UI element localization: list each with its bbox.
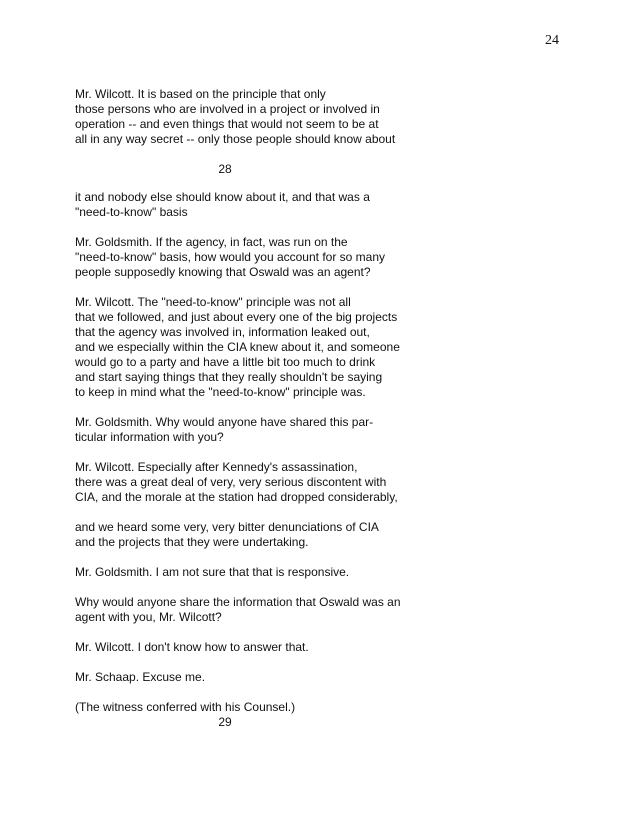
- text-line: and start saying things that they really shouldn't be saying: [75, 370, 383, 384]
- text-line: ticular information with you?: [75, 430, 224, 444]
- text-line: that the agency was involved in, information leaked out,: [75, 325, 370, 339]
- paragraph: [75, 87, 425, 147]
- text-line: Mr. Wilcott. It is based on the principle that only: [75, 87, 326, 101]
- paragraph: [75, 460, 425, 505]
- text-line: operation -- and even things that would not seem to be at: [75, 117, 379, 131]
- paragraph: [75, 295, 425, 400]
- text-line: Why would anyone share the information that Oswald was an: [75, 595, 401, 609]
- text-line: Mr. Wilcott. Especially after Kennedy's assassination,: [75, 460, 358, 474]
- text-line: Mr. Goldsmith. If the agency, in fact, was run on the: [75, 235, 348, 249]
- text-line: and the projects that they were undertaking.: [75, 535, 309, 549]
- text-line: Mr. Goldsmith. Why would anyone have shared this par-: [75, 415, 374, 429]
- text-line: people supposedly knowing that Oswald was an agent?: [75, 265, 371, 279]
- text-line: there was a great deal of very, very serious discontent with: [75, 475, 387, 489]
- paragraph: [75, 235, 425, 280]
- text-line: Mr. Wilcott. I don't know how to answer that.: [75, 640, 309, 654]
- text-line: that we followed, and just about every one of the big projects: [75, 310, 398, 324]
- text-line: those persons who are involved in a project or involved in: [75, 102, 380, 116]
- paragraph: [75, 565, 425, 580]
- text-line: it and nobody else should know about it, and that was a: [75, 190, 370, 204]
- text-line: would go to a party and have a little bit too much to drink: [75, 355, 376, 369]
- text-line: to keep in mind what the "need-to-know" principle was.: [75, 385, 366, 399]
- paragraph: [75, 520, 425, 550]
- text-line: and we especially within the CIA knew about it, and someone: [75, 340, 400, 354]
- paragraph: [75, 640, 425, 655]
- paragraph: [75, 700, 425, 715]
- text-line: and we heard some very, very bitter denunciations of CIA: [75, 520, 379, 534]
- text-line: "need-to-know" basis, how would you account for so many: [75, 250, 386, 264]
- inner-page-number: 28: [218, 162, 232, 176]
- page-number: 24: [545, 33, 559, 48]
- text-line: Mr. Wilcott. The "need-to-know" principle was not all: [75, 295, 351, 309]
- text-line: agent with you, Mr. Wilcott?: [75, 610, 222, 624]
- paragraph: [75, 670, 425, 685]
- text-line: all in any way secret -- only those people should know about: [75, 132, 396, 146]
- transcript-body: [75, 87, 425, 730]
- paragraph: [75, 595, 425, 625]
- paragraph: [75, 190, 425, 220]
- text-line: Mr. Schaap. Excuse me.: [75, 670, 206, 684]
- text-line: Mr. Goldsmith. I am not sure that that is responsive.: [75, 565, 350, 579]
- inner-page-number: 29: [218, 715, 232, 729]
- text-line: (The witness conferred with his Counsel.): [75, 700, 296, 714]
- text-line: CIA, and the morale at the station had dropped considerably,: [75, 490, 398, 504]
- text-line: "need-to-know" basis: [75, 205, 188, 219]
- paragraph: [75, 415, 425, 445]
